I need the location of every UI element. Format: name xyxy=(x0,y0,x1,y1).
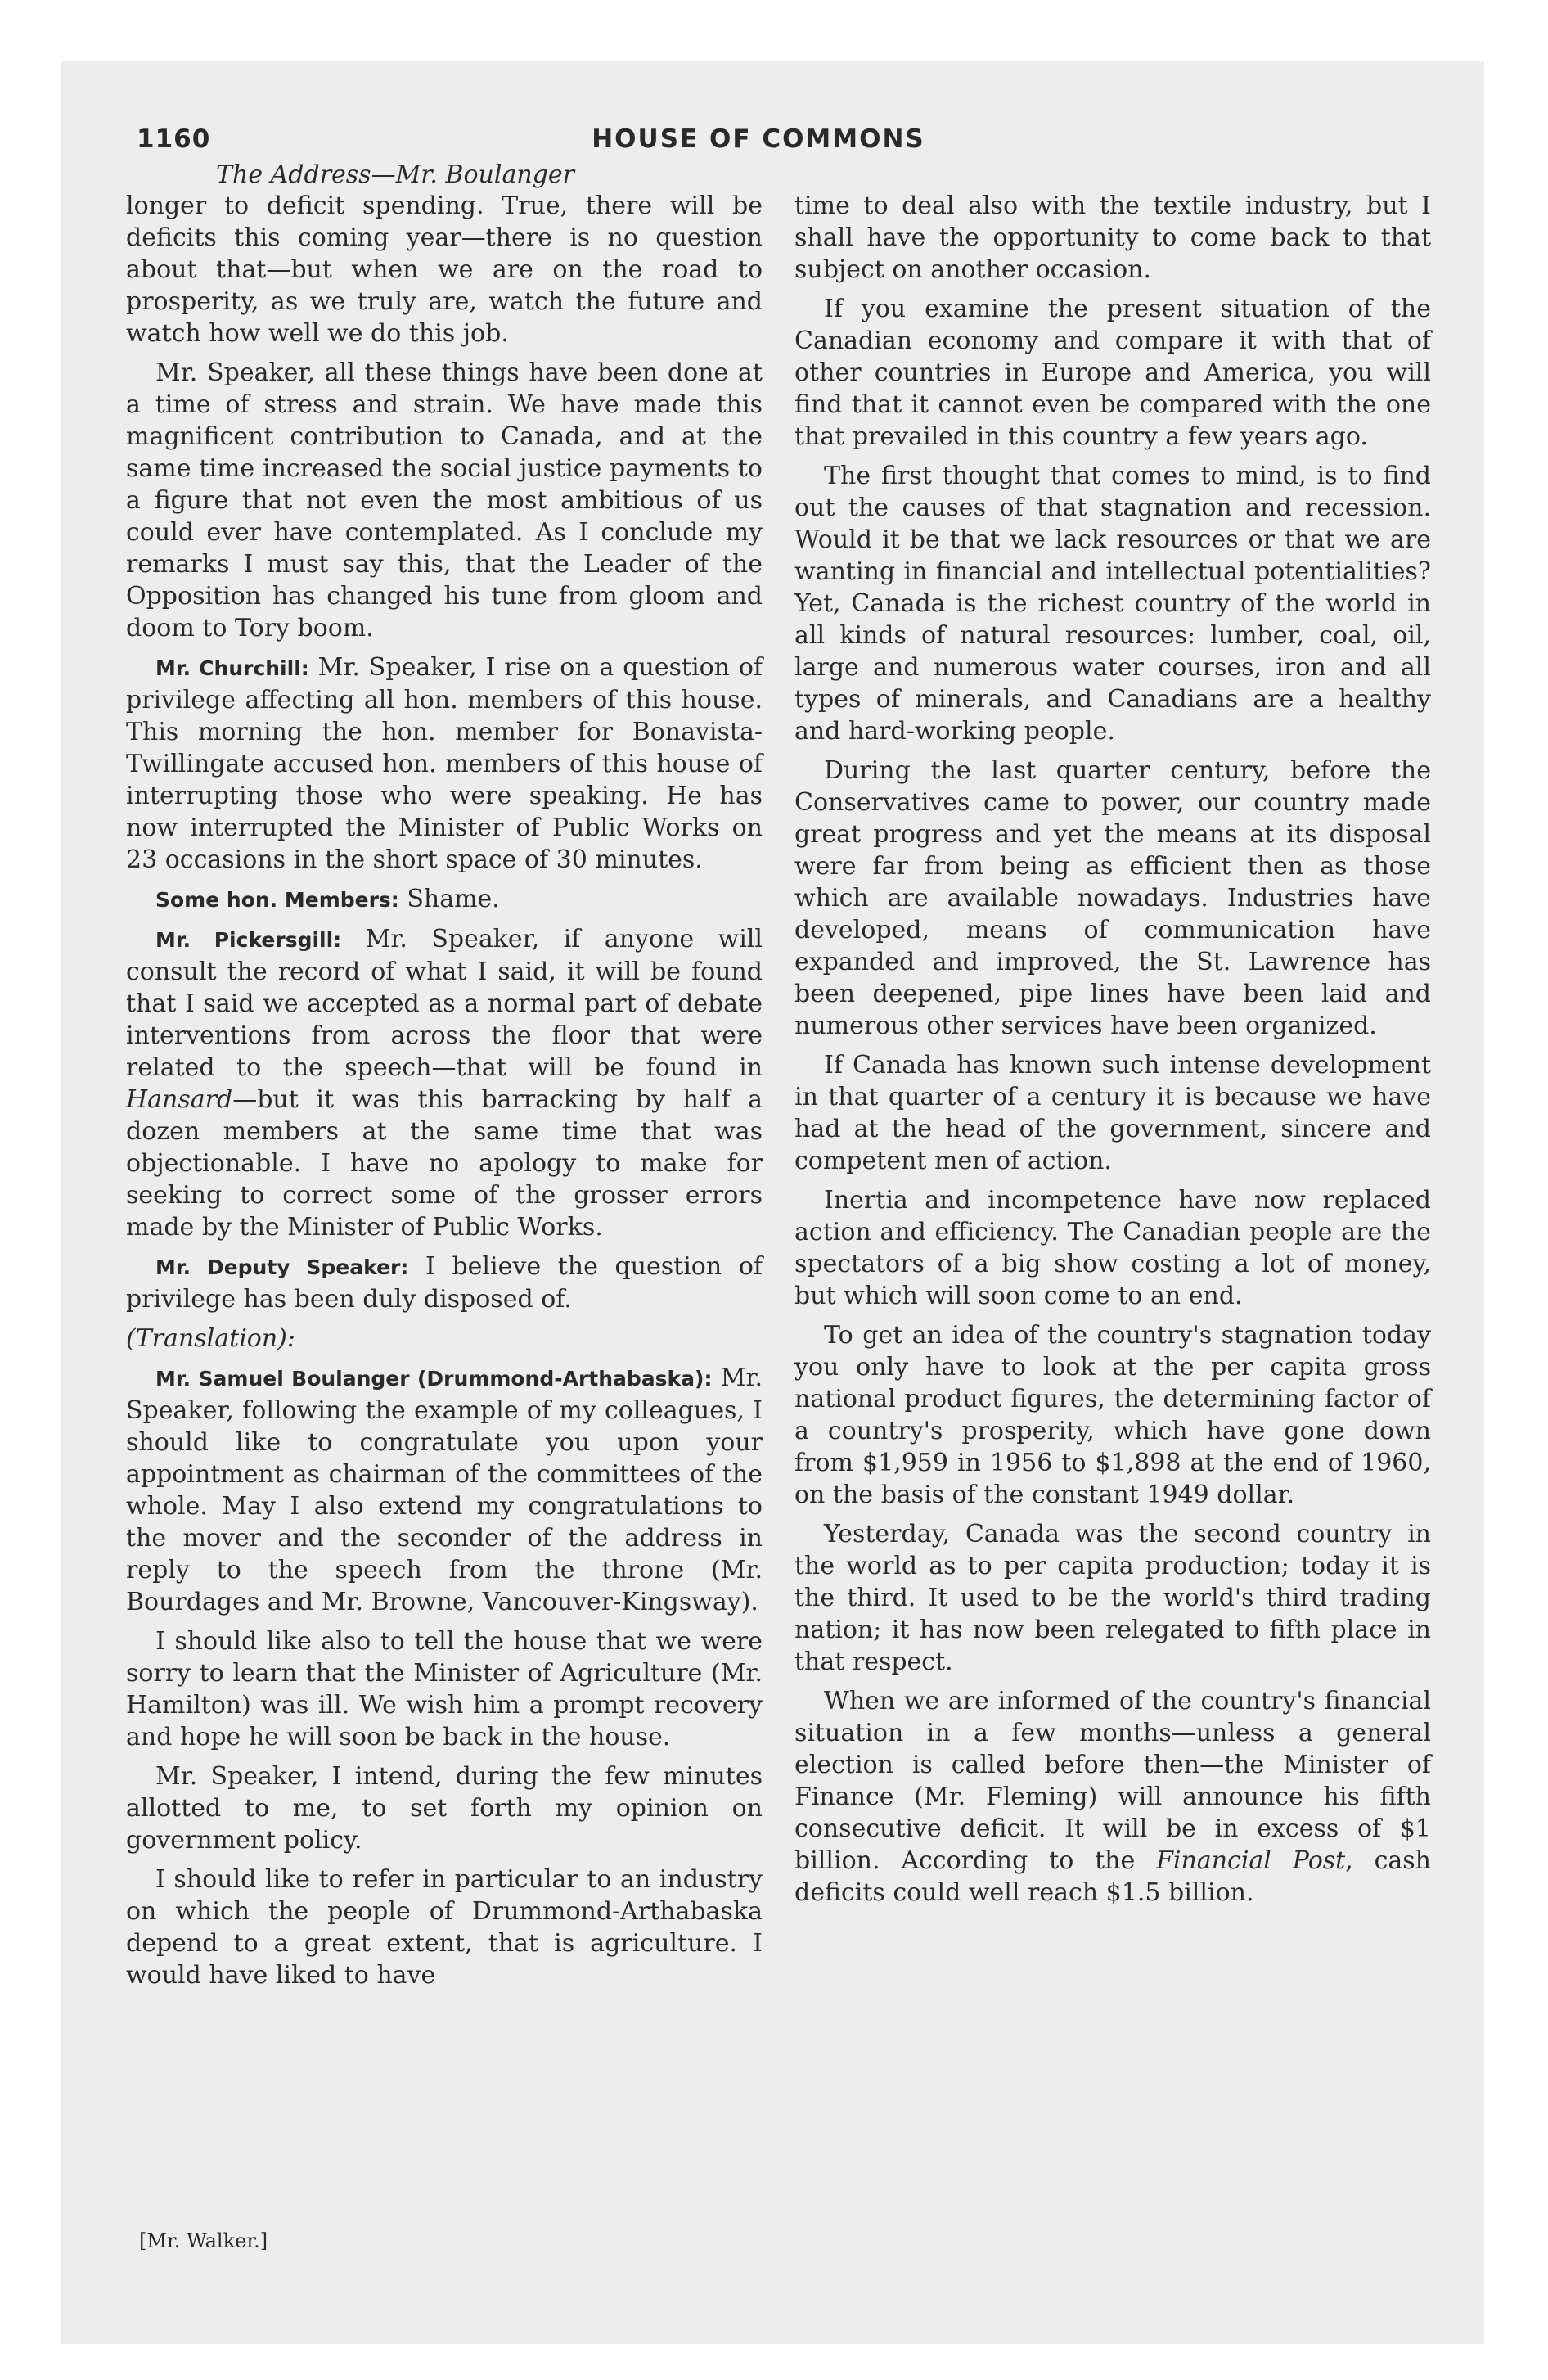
paragraph: During the last quarter century, before the Conservatives came to power, our country made great progress and yet the means at its disposal were far from being as efficient then as those which are available nowadays. Industries have developed, means of communication have expanded and improved, the St. Lawrence has been deepened, pipe lines have been laid and numerous other services have been organized. xyxy=(794,756,1431,1040)
speech-text: Mr. Speaker, following the example of my colleagues, I should like to congratulate you upon your appointment as chairman of the committees of the whole. May I also extend my congratulations to the mover and the seconder of the address in reply to the speech from the throne (Mr. Bourdages and Mr. Browne, Vancouver-Kingsway). xyxy=(126,1364,763,1616)
paragraph: To get an idea of the country's stagnation today you only have to look at the per capita gross national product figures, the determining factor of a country's prosperity, which have gone down from $1,959 in 1956 to $1,898 at the end of 1960, on the basis of the constant 1949 dollar. xyxy=(794,1321,1431,1509)
speech-text: Mr. Speaker, I rise on a question of privilege affecting all hon. members of this house. This morning the hon. member for Bonavista-Twillingate accused hon. members of this house of interrupting those who were speaking. He has now interrupted the Minister of Public Works on 23 occasions in the short space of 30 minutes. xyxy=(126,653,763,874)
paragraph: Yesterday, Canada was the second country in the world as to per capita production; today it is the third. It used to be the world's third trading nation; it has now been relegated to fifth place in that respect. xyxy=(794,1520,1431,1676)
paragraph xyxy=(126,923,763,1243)
paragraph xyxy=(126,651,763,876)
speaker-name: Mr. Churchill: xyxy=(155,656,309,680)
left-column xyxy=(126,190,763,1999)
speaker-name: Some hon. Members: xyxy=(155,888,399,912)
running-title: HOUSE OF COMMONS xyxy=(592,124,925,154)
paragraph: longer to deficit spending. True, there will be deficits this coming year—there is no question about that—but when we are on the road to prosperity, as we truly are, watch the future and watch how well we do this job. xyxy=(126,192,763,348)
paragraph: time to deal also with the textile industry, but I shall have the opportunity to come back to that subject on another occasion. xyxy=(794,192,1431,284)
publication-title: Hansard xyxy=(126,1085,233,1114)
translation-label: (Translation): xyxy=(126,1324,295,1353)
paragraph: Mr. Speaker, I intend, during the few minutes allotted to me, to set forth my opinion on government policy. xyxy=(126,1762,763,1855)
speech-text: Mr. Speaker, if anyone will consult the record of what I said, it will be found that I said we accepted as a normal part of debate interventions from across the floor that were related to the speech—that will be found in xyxy=(126,925,763,1082)
paragraph: If Canada has known such intense development in that quarter of a century it is because we have had at the head of the government, sincere and competent men of action. xyxy=(794,1051,1431,1175)
speaker-name: Mr. Samuel Boulanger (Drummond-Arthabaska): xyxy=(155,1367,713,1391)
page xyxy=(61,61,1484,2344)
page-number: 1160 xyxy=(137,124,211,154)
speaker-name: Mr. Pickersgill: xyxy=(155,928,342,952)
publication-title: Financial Post xyxy=(1156,1846,1346,1875)
paragraph: Inertia and incompetence have now replaced action and efficiency. The Canadian people are the spectators of a big show costing a lot of money, but which will soon come to an end. xyxy=(794,1186,1431,1310)
speech-text: I believe the question of privilege has been duly disposed of. xyxy=(126,1252,763,1314)
speaker-name: Mr. Deputy Speaker: xyxy=(155,1255,409,1279)
paragraph: If you examine the present situation of the Canadian economy and compare it with that of other countries in Europe and America, you will find that it cannot even be compared with the one that prevailed in this country a few years ago. xyxy=(794,295,1431,451)
paragraph: I should like also to tell the house that we were sorry to learn that the Minister of Agriculture (Mr. Hamilton) was ill. We wish him a prompt recovery and hope he will soon be back in the house. xyxy=(126,1627,763,1751)
section-subtitle: The Address—Mr. Boulanger xyxy=(216,160,574,189)
speech-text: Shame. xyxy=(398,885,500,913)
speech-text: When we are informed of the country's financial situation in a few months—unless a general election is called before then—the Minister of Finance (Mr. Fleming) will announce his fifth consecutive deficit. It will be in excess of $1 billion. According to the xyxy=(794,1687,1431,1875)
paragraph xyxy=(126,883,763,916)
right-column xyxy=(794,190,1431,1916)
speech-text: , cash deficits could well reach $1.5 billion. xyxy=(794,1846,1431,1907)
paragraph: The first thought that comes to mind, is to find out the causes of that stagnation and recession. Would it be that we lack resources or that we are wanting in financial and intellectual potentialities? Yet, Canada is the richest country of the world in all kinds of natural resources: lumber, coal, oil, large and numerous water courses, iron and all types of minerals, and Canadians are a healthy and hard-working people. xyxy=(794,462,1431,746)
paragraph: I should like to refer in particular to an industry on which the people of Drummond-Arthabaska depend to a great extent, that is agriculture. I would have liked to have xyxy=(126,1865,763,1990)
paragraph xyxy=(126,1251,763,1315)
paragraph: Mr. Speaker, all these things have been done at a time of stress and strain. We have made this magnificent contribution to Canada, and at the same time increased the social justice payments to a figure that not even the most ambitious of us could ever have contemplated. As I conclude my remarks I must say this, that the Leader of the Opposition has changed his tune from gloom and doom to Tory boom. xyxy=(126,358,763,642)
paragraph xyxy=(794,1685,1431,1909)
speech-text: —but it was this barracking by half a dozen members at the same time that was objectionable. I have no apology to make for seeking to correct some of the grosser errors made by the Minister of Public Works. xyxy=(126,1085,763,1242)
page-footer: [Mr. Walker.] xyxy=(139,2229,268,2252)
paragraph xyxy=(126,1362,763,1618)
